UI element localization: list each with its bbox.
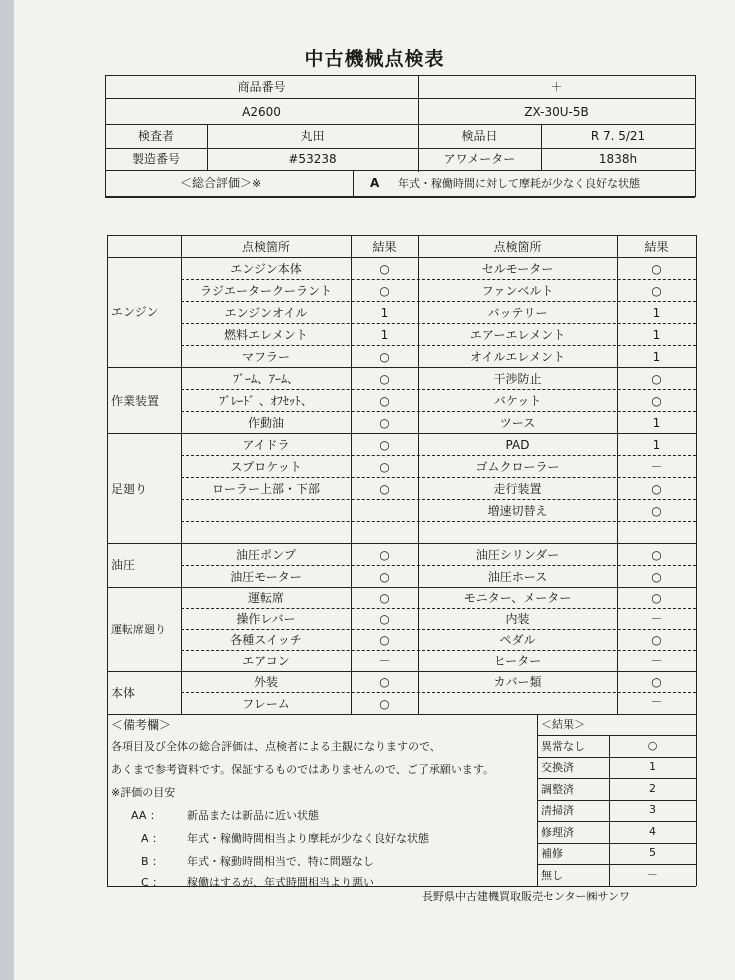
row-part-left: 各種スイッチ — [230, 633, 302, 647]
row-part-right: セルモーター — [481, 262, 554, 276]
group-hydraulics: 油圧 — [111, 558, 136, 572]
row-result-left: 1 — [380, 306, 389, 320]
legend-mark: 2 — [649, 782, 656, 795]
row-result-left: ○ — [379, 394, 390, 408]
plus-mark: ＋ — [550, 80, 563, 94]
row-result-right: ○ — [651, 262, 662, 276]
row-result-right: ○ — [651, 591, 662, 605]
inspection-date-value: R 7. 5/21 — [590, 129, 646, 143]
row-result-left: ○ — [379, 460, 390, 474]
row-part-right: ペダル — [499, 633, 536, 647]
row-result-left: ○ — [379, 482, 390, 496]
legend-label: 調整済 — [541, 783, 574, 796]
row-part-right: オイルエレメント — [469, 350, 566, 364]
row-result-right: 1 — [652, 306, 661, 320]
row-result-left: ○ — [379, 438, 390, 452]
row-part-right: ファンベルト — [481, 284, 554, 298]
row-part-left: 油圧ポンプ — [235, 548, 296, 562]
row-part-right: 油圧ホース — [487, 570, 548, 584]
page-title: 中古機械点検表 — [304, 48, 445, 70]
overall-grade: A — [370, 176, 380, 190]
overall-description: 年式・稼働時間に対して摩耗が少なく良好な状態 — [398, 177, 640, 190]
row-result-right: － — [650, 695, 663, 709]
row-part-left: アイドラ — [242, 438, 290, 452]
inspection-sheet — [14, 0, 735, 980]
row-result-right: 1 — [652, 416, 661, 430]
row-result-left: ○ — [379, 675, 390, 689]
row-part-right: 増速切替え — [487, 504, 548, 518]
row-result-right: 1 — [652, 350, 661, 364]
product-no-value: A2600 — [242, 105, 281, 119]
row-part-left: フレーム — [242, 697, 290, 711]
row-result-left: 1 — [380, 328, 389, 342]
row-part-right: PAD — [505, 438, 530, 452]
notes-line-2: あくまで参考資料です。保証するものではありませんので、ご了承願います。 — [111, 763, 495, 776]
row-result-right: ○ — [651, 482, 662, 496]
hour-meter-value: 1838h — [598, 152, 638, 166]
legend-mark: ○ — [647, 739, 658, 752]
row-result-right: ○ — [651, 372, 662, 386]
notes-line-1: 各項目及び全体の総合評価は、点検者による主観になりますので、 — [111, 740, 441, 753]
group-engine: エンジン — [111, 305, 159, 319]
row-result-left: ○ — [379, 633, 390, 647]
legend-label: 無し — [541, 869, 563, 882]
row-result-right: － — [650, 460, 663, 474]
group-work-equipment: 作業装置 — [111, 394, 160, 408]
product-no-label: 商品番号 — [237, 80, 286, 94]
row-result-right: ○ — [651, 284, 662, 298]
group-cab: 運転席廻り — [111, 623, 166, 636]
row-part-left: 作動油 — [247, 416, 284, 430]
row-part-right: ヒーター — [493, 654, 542, 668]
row-result-right: － — [650, 612, 663, 626]
legend-mark: － — [647, 868, 658, 881]
row-part-right: エアーエレメント — [469, 328, 566, 342]
row-part-left: 油圧モーター — [230, 570, 302, 584]
grade-c: C ： — [141, 876, 164, 889]
row-result-right: ○ — [651, 570, 662, 584]
footer-company: 長野県中古建機買取販売センター㈱サンワ — [422, 890, 631, 903]
row-part-left: エンジン本体 — [230, 262, 302, 276]
col-result-right: 結果 — [644, 240, 669, 254]
row-part-right: 内装 — [505, 612, 530, 626]
row-part-left: ﾌﾞﾚｰﾄﾞ 、ｵﾌｾｯﾄ、 — [219, 394, 313, 408]
col-part-left: 点検箇所 — [241, 240, 290, 254]
row-result-left: － — [378, 654, 391, 668]
row-result-right: 1 — [652, 438, 661, 452]
row-result-left: ○ — [379, 548, 390, 562]
row-part-right: カバー類 — [493, 675, 542, 689]
inspector-label: 検査者 — [137, 129, 174, 143]
row-part-right: モニター、メーター — [463, 591, 572, 605]
grade-b-desc: 年式・稼動時間相当で、特に問題なし — [187, 855, 374, 868]
legend-label: 異常なし — [541, 740, 585, 753]
legend-title: ＜結果＞ — [541, 718, 585, 731]
row-part-left: エンジンオイル — [224, 306, 308, 320]
row-result-right: ○ — [651, 504, 662, 518]
row-result-left: ○ — [379, 284, 390, 298]
row-result-left: ○ — [379, 372, 390, 386]
row-part-left: 操作レバー — [236, 612, 296, 626]
serial-value: #53238 — [288, 152, 337, 166]
legend-mark: 1 — [649, 760, 656, 773]
row-result-right: 1 — [652, 328, 661, 342]
group-undercarriage: 足廻り — [111, 482, 148, 496]
legend-label: 清掃済 — [541, 804, 574, 817]
row-result-right: ○ — [651, 394, 662, 408]
overall-label — [180, 176, 261, 191]
row-part-left: 運転席 — [247, 591, 284, 605]
grade-guide-title: ※評価の目安 — [111, 786, 176, 799]
serial-label: 製造番号 — [131, 152, 180, 166]
row-result-right: ○ — [651, 675, 662, 689]
grade-aa-desc: 新品または新品に近い状態 — [187, 809, 319, 822]
grade-a: A ： — [141, 832, 164, 845]
row-part-left: マフラー — [241, 350, 290, 364]
overall-note-mark: ※ — [252, 177, 262, 190]
row-result-right: － — [650, 654, 663, 668]
row-part-right: 油圧シリンダー — [475, 548, 560, 562]
row-result-left: ○ — [379, 591, 390, 605]
row-result-left: ○ — [379, 350, 390, 364]
group-body: 本体 — [111, 686, 136, 700]
row-part-left: 外装 — [253, 675, 278, 689]
row-part-left: 燃料エレメント — [224, 328, 308, 342]
row-part-left: ローラー上部・下部 — [211, 482, 320, 496]
row-result-left: ○ — [379, 262, 390, 276]
row-part-right: バッテリー — [487, 306, 548, 320]
inspector-value: 丸田 — [300, 129, 325, 143]
grade-a-desc: 年式・稼働時間相当より摩耗が少なく良好な状態 — [187, 832, 429, 845]
col-result-left: 結果 — [372, 240, 397, 254]
row-part-left: ﾌﾞｰﾑ、ｱｰﾑ、 — [232, 372, 299, 386]
row-part-left: エアコン — [242, 654, 290, 668]
grade-aa: AA ： — [131, 809, 161, 822]
legend-label: 交換済 — [541, 761, 574, 774]
row-result-left: ○ — [379, 570, 390, 584]
row-part-left: スプロケット — [230, 460, 302, 474]
row-part-left: ラジエータークーラント — [199, 284, 332, 298]
overall-label-text: ＜総合評価＞ — [180, 176, 253, 190]
row-result-left: ○ — [379, 416, 390, 430]
legend-label: 補修 — [541, 847, 563, 860]
row-result-right: ○ — [651, 633, 662, 647]
legend-mark: 4 — [649, 825, 656, 838]
row-part-right: ツース — [499, 416, 536, 430]
row-result-right: ○ — [651, 548, 662, 562]
grade-b: B ： — [141, 855, 164, 868]
row-part-right: 走行装置 — [493, 482, 542, 496]
legend-mark: 5 — [649, 846, 656, 859]
row-part-right: 干渉防止 — [493, 372, 542, 386]
row-part-right: バケット — [493, 394, 542, 408]
row-part-right: ゴムクローラー — [475, 460, 560, 474]
col-part-right: 点検箇所 — [493, 240, 542, 254]
notes-title: ＜備考欄＞ — [111, 718, 172, 732]
row-result-left: ○ — [379, 697, 390, 711]
hour-meter-label: アワメーター — [443, 152, 516, 166]
row-result-left: ○ — [379, 612, 390, 626]
grade-c-desc: 稼働はするが、年式時間相当より悪い — [187, 876, 374, 889]
legend-label: 修理済 — [541, 826, 574, 839]
inspection-date-label: 検品日 — [461, 129, 498, 143]
legend-mark: 3 — [649, 803, 656, 816]
model-value: ZX-30U-5B — [524, 105, 589, 119]
